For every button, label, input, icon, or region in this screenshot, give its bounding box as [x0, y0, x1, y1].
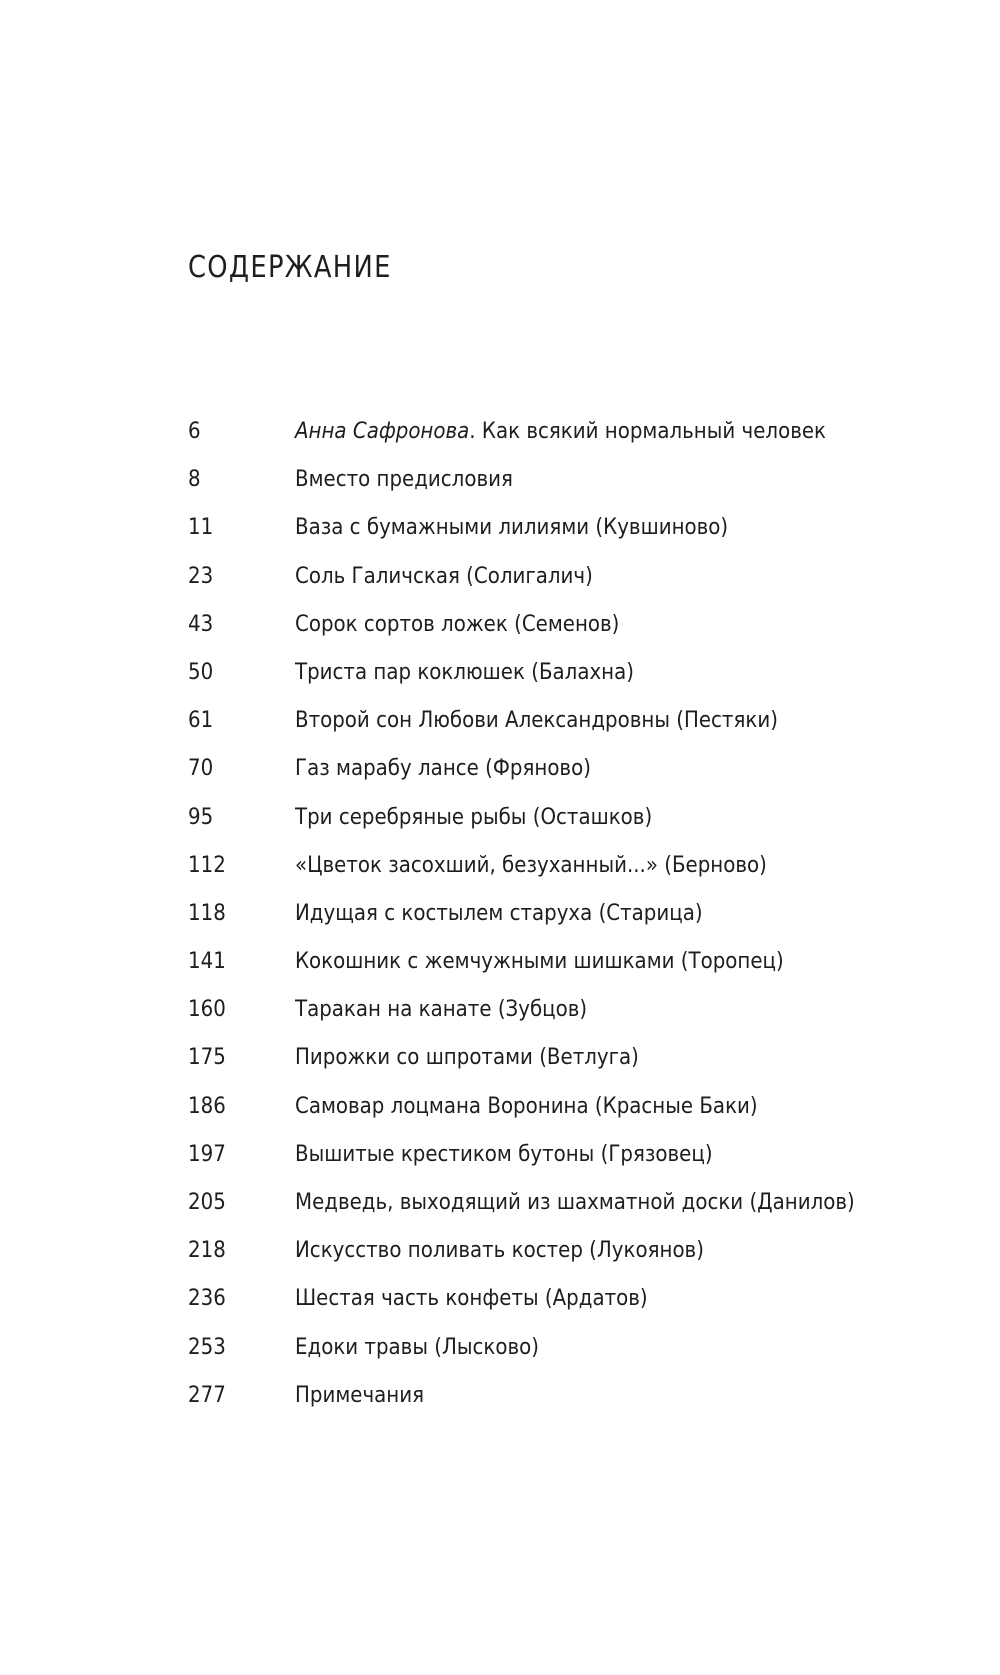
toc-entry-author: Анна Сафронова: [295, 418, 470, 444]
toc-entry-title: Идущая с костылем старуха (Старица): [295, 899, 703, 926]
toc-entry-title: Пирожки со шпротами (Ветлуга): [295, 1044, 639, 1071]
toc-page-number: 218: [188, 1237, 226, 1264]
toc-page-number: 197: [188, 1140, 226, 1167]
toc-page-number: 6: [188, 418, 201, 444]
toc-page-number: 23: [188, 562, 214, 589]
toc-entry-title: Второй сон Любови Александровны (Пестяки): [295, 707, 778, 734]
toc-entry-title: Вышитые крестиком бутоны (Грязовец): [295, 1140, 713, 1167]
toc-entry-title: Триста пар коклюшек (Балахна): [295, 658, 634, 685]
toc-entry-title: Три серебряные рыбы (Осташков): [295, 803, 653, 830]
toc-entry-title-rest: . Как всякий нормальный человек: [469, 418, 827, 444]
toc-entry-title: «Цветок засохший, безуханный...» (Берново): [295, 851, 767, 878]
toc-entry-title: Медведь, выходящий из шахматной доски (Данилов): [295, 1189, 855, 1215]
toc-page-number: 277: [188, 1381, 226, 1408]
toc-page-number: 70: [188, 755, 214, 782]
toc-page-number: 8: [188, 466, 201, 493]
toc-page-number: 11: [188, 514, 214, 541]
toc-entry-title: Шестая часть конфеты (Ардатов): [295, 1285, 648, 1312]
toc-entry-title: Самовар лоцмана Воронина (Красные Баки): [295, 1092, 758, 1119]
toc-entry-title: Газ марабу лансе (Фряново): [295, 755, 591, 782]
toc-entry-title: Едоки травы (Лысково): [295, 1333, 539, 1360]
toc-page-number: 141: [188, 948, 226, 975]
toc-page-number: 112: [188, 851, 226, 878]
toc-entry-title: Соль Галичская (Солигалич): [295, 562, 593, 589]
toc-entry-title: Вместо предисловия: [295, 466, 513, 493]
toc-page-number: 50: [188, 658, 214, 685]
toc-page-number: 186: [188, 1092, 226, 1119]
toc-page-number: 61: [188, 707, 214, 734]
toc-page-number: 43: [188, 610, 214, 637]
toc-page-number: 253: [188, 1333, 226, 1360]
toc-page-number: 160: [188, 996, 226, 1023]
toc-entry-title: Ваза с бумажными лилиями (Кувшиново): [295, 514, 729, 541]
page-title: СОДЕРЖАНИЕ: [188, 250, 392, 285]
toc-entry-title: Сорок сортов ложек (Семенов): [295, 610, 620, 637]
toc-entry-title: [295, 416, 826, 446]
toc-page-number: 95: [188, 803, 214, 830]
toc-page-number: 118: [188, 899, 226, 926]
toc-page-number: 205: [188, 1189, 226, 1215]
toc-entry-title: Примечания: [295, 1381, 425, 1408]
toc-entry-title: Таракан на канате (Зубцов): [295, 996, 588, 1023]
toc-page-number: 175: [188, 1044, 226, 1071]
toc-entry-title: Искусство поливать костер (Лукоянов): [295, 1237, 704, 1264]
toc-entry-title: Кокошник с жемчужными шишками (Торопец): [295, 948, 784, 975]
toc-page-number: 236: [188, 1285, 226, 1312]
